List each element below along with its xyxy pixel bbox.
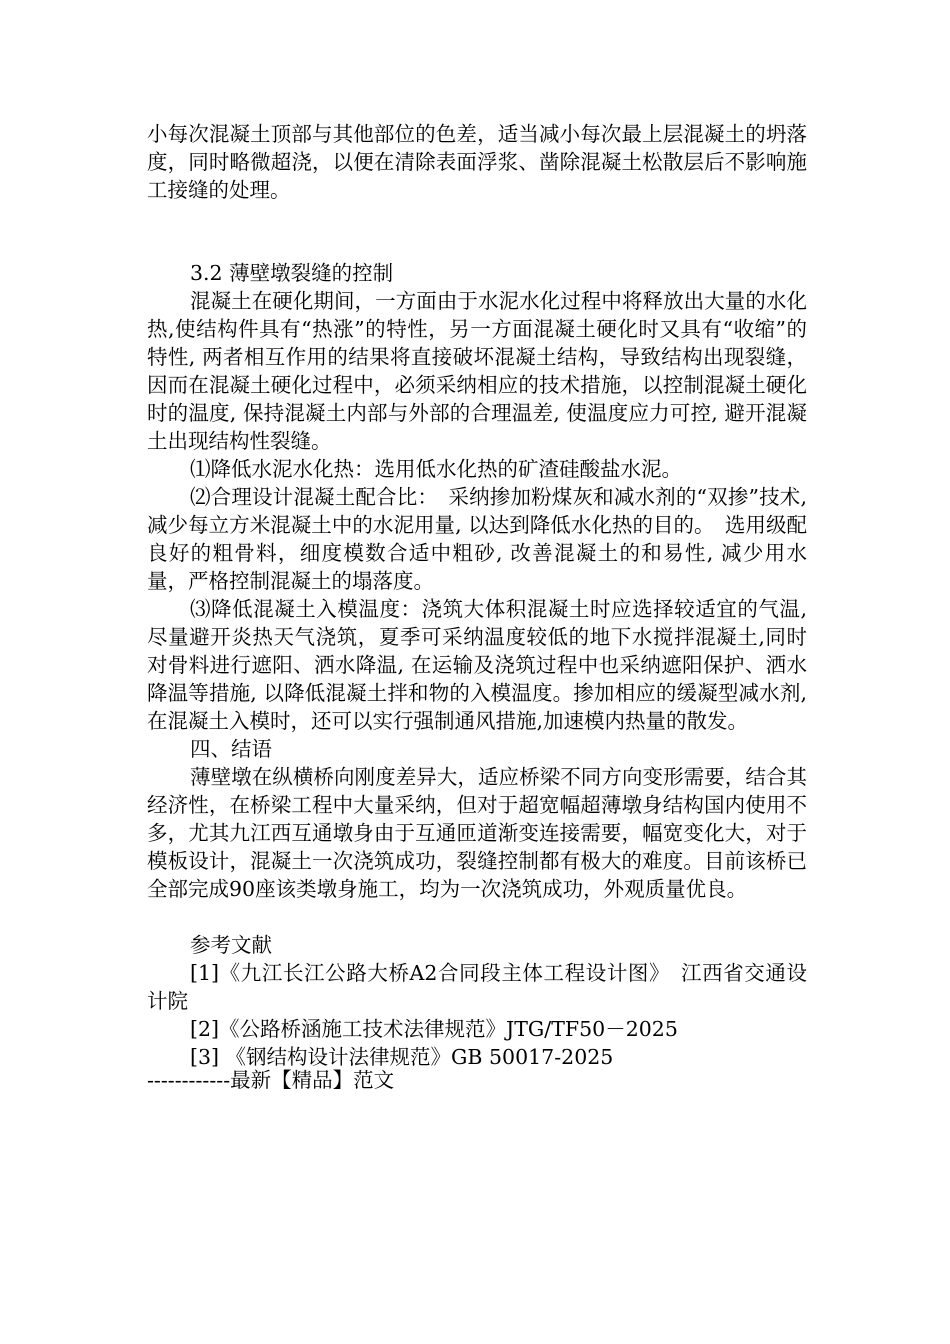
conclusion-heading: 四、结语 <box>190 737 272 761</box>
intro-paragraph: 小每次混凝土顶部与其他部位的色差，适当减小每次最上层混凝土的坍落度，同时略微超浇，以便在清除表面浮浆、凿除混凝土松散层后不影响施工接缝的处理。 <box>147 122 807 202</box>
spacer <box>147 903 807 931</box>
list-item-2: ⑵合理设计混凝土配合比： 采纳掺加粉煤灰和减水剂的“双掺”技术, 减少每立方米混凝土中的水泥用量, 以达到降低水化热的目的。 选用级配良好的粗骨料，细度模数合适中粗砂, 改善混凝土的和易性, 减少用水量，严格控制混凝土的塌落度。 <box>147 485 807 593</box>
footer-text: ------------最新【精品】范文 <box>147 1068 395 1092</box>
reference-item-3: [3] 《钢结构设计法律规范》GB 50017-2025 <box>190 1045 614 1069</box>
document-body <box>147 120 835 1071</box>
references-heading: 参考文献 <box>190 933 272 957</box>
reference-item-2: [2]《公路桥涵施工技术法律规范》JTG/TF50－2025 <box>190 1017 678 1041</box>
list-item-1: ⑴降低水泥水化热：选用低水化热的矿渣硅酸盐水泥。 <box>190 457 682 481</box>
spacer <box>147 204 807 259</box>
section-3-2-paragraph: 混凝土在硬化期间，一方面由于水泥水化过程中将释放出大量的水化热,使结构件具有“热涨”的特性，另一方面混凝土硬化时又具有“收缩”的特性, 两者相互作用的结果将直接破坏混凝土结构，导致结构出现裂缝，因而在混凝土硬化过程中，必须采纳相应的技术措施，以控制混凝土硬化时的温度, 保持混凝土内部与外部的合理温差, 使温度应力可控, 避开混凝土出现结构性裂缝。 <box>147 289 807 453</box>
reference-item-1: [1]《九江长江公路大桥A2合同段主体工程设计图》 江西省交通设计院 <box>147 961 807 1013</box>
list-item-3: ⑶降低混凝土入模温度：浇筑大体积混凝土时应选择较适宜的气温, 尽量避开炎热天气浇筑，夏季可采纳温度较低的地下水搅拌混凝土,同时对骨料进行遮阳、洒水降温, 在运输及浇筑过程中也采纳遮阳保护、洒水降温等措施, 以降低混凝土拌和物的入模温度。掺加相应的缓凝型减水剂, 在混凝土入模时，还可以实行强制通风措施,加速模内热量的散发。 <box>147 597 835 733</box>
section-heading-3-2: 3.2 薄壁墩裂缝的控制 <box>190 261 394 285</box>
conclusion-paragraph: 薄壁墩在纵横桥向刚度差异大，适应桥梁不同方向变形需要，结合其经济性，在桥梁工程中大量采纳，但对于超宽幅超薄墩身结构国内使用不多，尤其九江西互通墩身由于互通匝道渐变连接需要，幅宽变化大，对于模板设计，混凝土一次浇筑成功，裂缝控制都有极大的难度。目前该桥已全部完成90座该类墩身施工，均为一次浇筑成功，外观质量优良。 <box>147 765 807 901</box>
